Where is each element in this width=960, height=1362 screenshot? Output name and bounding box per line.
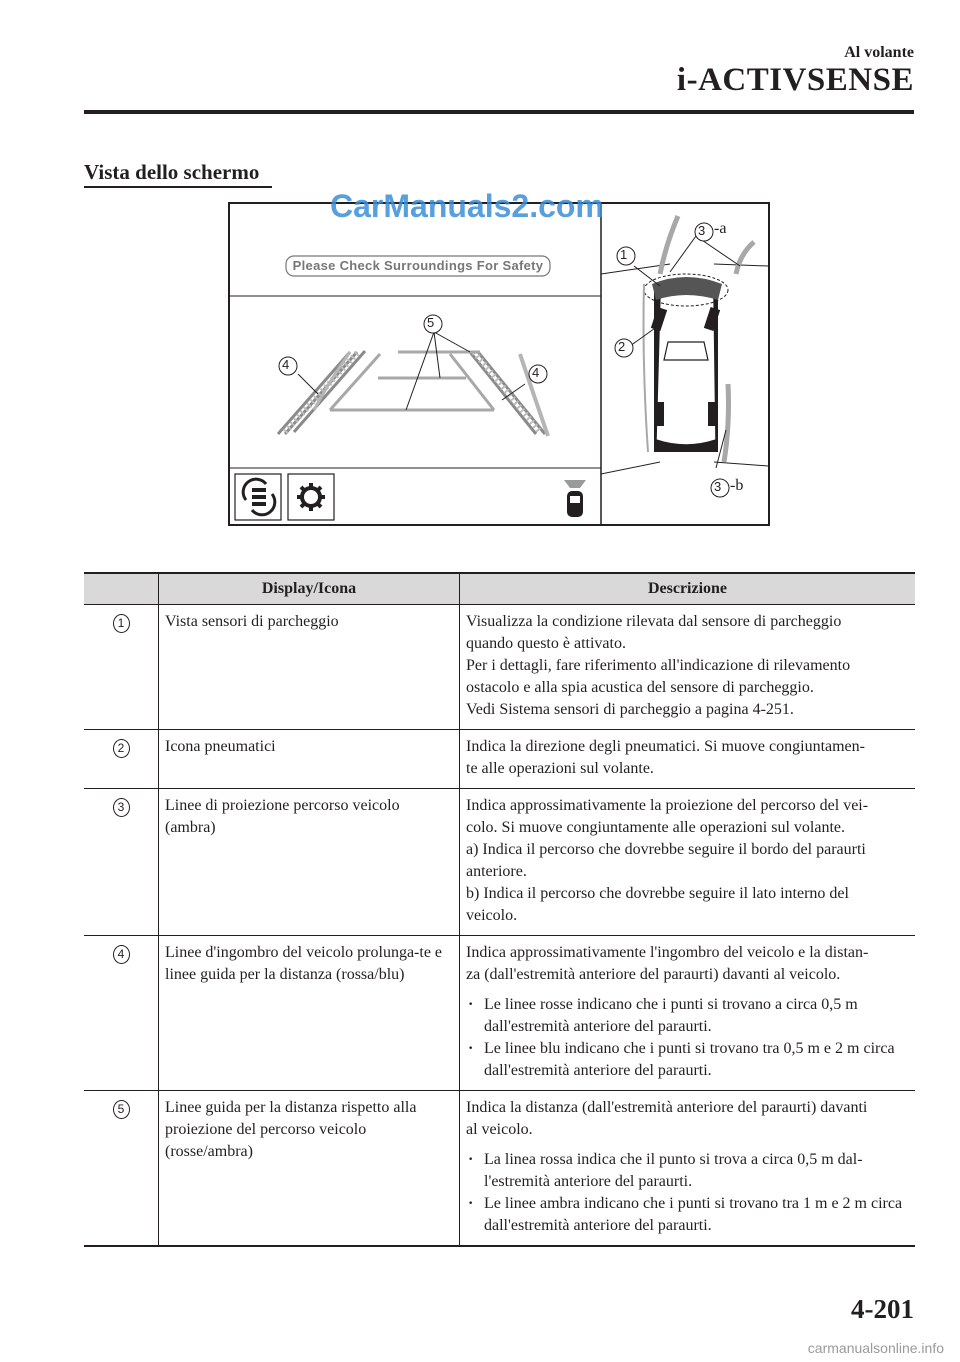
watermark-logo: CarManuals2.com <box>330 188 604 224</box>
display-icon-table <box>84 572 915 1247</box>
safety-banner: Please Check Surroundings For Safety <box>292 258 544 273</box>
desc-line: a) Indica il percorso che dovrebbe seguire il bordo del paraurti <box>466 841 866 858</box>
row-description <box>460 789 916 936</box>
subheading: Vista dello schermo <box>84 160 260 184</box>
desc-line: quando questo è attivato. <box>466 635 626 652</box>
desc-line: Indica approssimativamente l'ingombro del veicolo e la distan- <box>466 944 869 961</box>
desc-line: za (dall'estremità anteriore del paraurti) davanti al veicolo. <box>466 966 841 983</box>
page-number: 4-201 <box>851 1294 914 1324</box>
desc-line: te alle operazioni sul volante. <box>466 760 654 777</box>
row-description <box>460 1091 916 1247</box>
row-number-icon: 3 <box>113 798 130 817</box>
desc-line: Visualizza la condizione rilevata dal sensore di parcheggio <box>466 613 842 630</box>
desc-line: anteriore. <box>466 863 527 880</box>
camera-screen-drawing <box>230 204 768 524</box>
callout-2: 2 <box>618 339 626 354</box>
row-description <box>460 936 916 1091</box>
chapter-title: Al volante <box>844 44 914 61</box>
callout-3b-number: 3 <box>714 479 722 494</box>
row-description <box>460 605 916 730</box>
header-rule <box>84 110 914 114</box>
row-number-icon: 5 <box>113 1100 130 1119</box>
desc-line: Indica approssimativamente la proiezione del percorso del vei- <box>466 797 869 814</box>
table-row <box>84 730 915 789</box>
row-number-icon: 1 <box>113 614 130 633</box>
callout-1: 1 <box>620 247 628 262</box>
callout-5: 5 <box>427 315 435 330</box>
desc-line: b) Indica il percorso che dovrebbe seguire il lato interno del <box>466 885 849 902</box>
footer-watermark: carmanualsonline.info <box>807 1340 944 1356</box>
header-description: Descrizione <box>460 573 916 605</box>
row-name: Icona pneumatici <box>159 730 460 789</box>
desc-line: ostacolo e alla spia acustica del sensore di parcheggio. <box>466 679 814 696</box>
desc-line: Indica la direzione degli pneumatici. Si muove congiuntamen- <box>466 738 865 755</box>
bullet-item: · Le linee rosse indicano che i punti si trovano a circa 0,5 m dall'estremità anteriore del paraurti. <box>480 994 909 1038</box>
table-header-row <box>84 573 915 605</box>
header-number <box>84 573 159 605</box>
callout-3a-suffix: -a <box>714 220 727 237</box>
table-row <box>84 605 915 730</box>
row-name: Vista sensori di parcheggio <box>159 605 460 730</box>
row-name: Linee guida per la distanza rispetto alla proiezione del percorso veicolo (rosse/ambra) <box>159 1091 460 1247</box>
callout-3a-number: 3 <box>698 223 706 238</box>
table-row <box>84 1091 915 1247</box>
table-row <box>84 936 915 1091</box>
table-row <box>84 789 915 936</box>
row-description <box>460 730 916 789</box>
header-display-icon: Display/Icona <box>159 573 460 605</box>
desc-line: Indica la distanza (dall'estremità anteriore del paraurti) davanti <box>466 1099 868 1116</box>
row-name: Linee di proiezione percorso veicolo (ambra) <box>159 789 460 936</box>
desc-line: al veicolo. <box>466 1121 533 1138</box>
desc-line: Per i dettagli, fare riferimento all'indicazione di rilevamento <box>466 657 851 674</box>
callout-3b-suffix: -b <box>730 477 744 494</box>
row-number-icon: 4 <box>113 945 130 964</box>
callout-4-left: 4 <box>282 357 290 372</box>
subheading-underline <box>84 186 272 188</box>
desc-line: veicolo. <box>466 907 518 924</box>
desc-line: colo. Si muove congiuntamente alle operazioni sul volante. <box>466 819 846 836</box>
section-title: i-ACTIVSENSE <box>676 62 914 98</box>
desc-line: Vedi Sistema sensori di parcheggio a pagina 4-251. <box>466 701 794 718</box>
callout-4-right: 4 <box>532 365 540 380</box>
camera-screen-figure <box>228 202 770 526</box>
row-number-icon: 2 <box>113 739 130 758</box>
bullet-item: · Le linee ambra indicano che i punti si trovano tra 1 m e 2 m circa dall'estremità anteriore del paraurti. <box>480 1193 909 1237</box>
bullet-item: · Le linee blu indicano che i punti si trovano tra 0,5 m e 2 m circa dall'estremità anteriore del paraurti. <box>480 1038 909 1082</box>
bullet-item: · La linea rossa indica che il punto si trova a circa 0,5 m dal-l'estremità anteriore del paraurti. <box>480 1149 909 1193</box>
row-name: Linee d'ingombro del veicolo prolunga-te e linee guida per la distanza (rossa/blu) <box>159 936 460 1091</box>
